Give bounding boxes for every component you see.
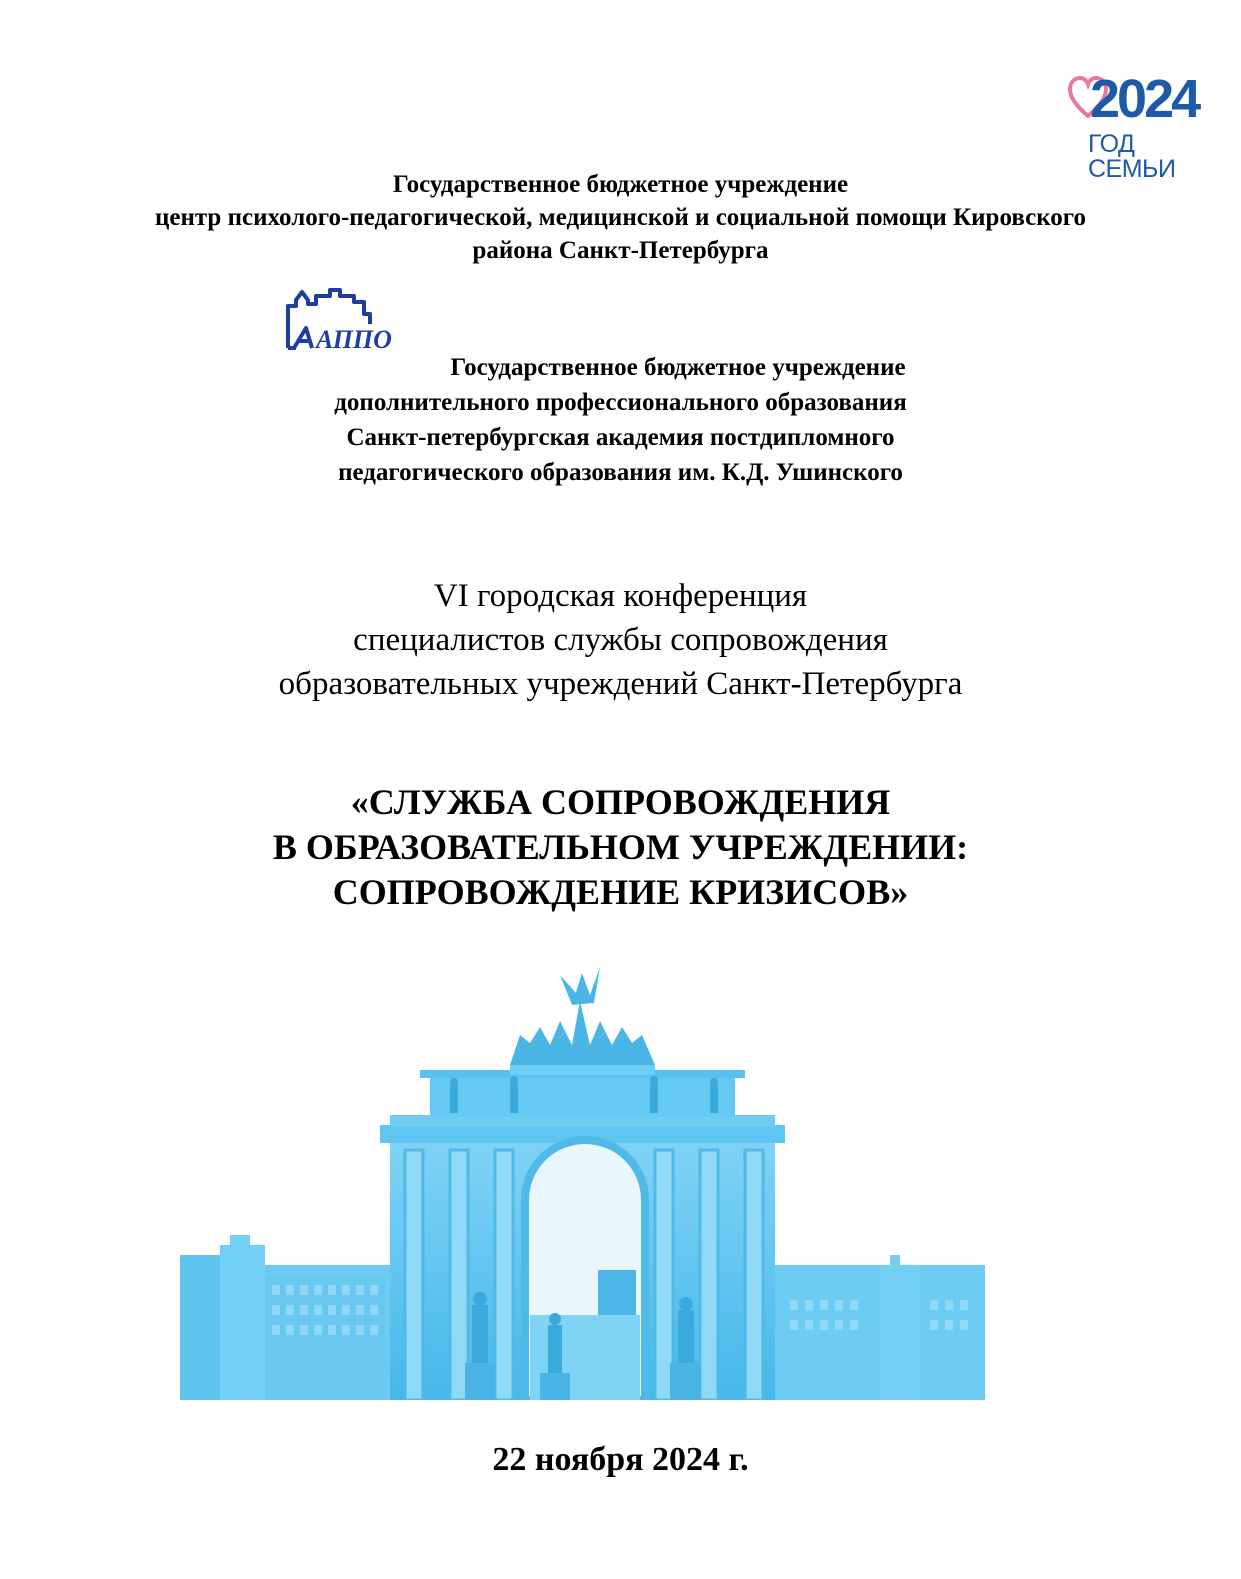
appo-building-icon [284,278,404,358]
organization-secondary-line: Санкт-петербургская академия постдипломного [346,424,895,451]
conference-description [0,574,1241,706]
organization-primary-line: района Санкт-Петербурга [472,237,769,264]
organization-primary-line: Государственное бюджетное учреждение [392,171,849,198]
organization-secondary [0,350,1241,490]
appo-logo-text: АППО [316,325,392,354]
organization-secondary-line: Государственное бюджетное учреждение [450,354,906,381]
conference-line: VI городская конференция [433,578,808,614]
title-line: В ОБРАЗОВАТЕЛЬНОМ УЧРЕЖДЕНИИ: [272,827,969,867]
year-of-family-logo [1068,69,1208,183]
conference-date: 22 ноября 2024 г. [492,1441,749,1478]
organization-secondary-line: педагогического образования им. К.Д. Ушинского [338,459,903,486]
conference-title [0,780,1241,915]
narva-arch-illustration [180,965,985,1400]
appo-logo [284,278,404,358]
year-number: 2024 [1090,69,1199,129]
triumphal-arch-icon [180,965,985,1400]
organization-primary [0,168,1241,267]
title-line: СОПРОВОЖДЕНИЕ КРИЗИСОВ» [332,872,909,912]
conference-line: образовательных учреждений Санкт-Петербурга [278,666,963,702]
conference-line: специалистов службы сопровождения [353,622,888,658]
organization-primary-line: центр психолого-педагогической, медицинской и социальной помощи Кировского [154,204,1087,231]
year-caption: ГОД СЕМЬИ [1088,130,1176,183]
title-line: «СЛУЖБА СОПРОВОЖДЕНИЯ [350,782,891,822]
organization-secondary-line: дополнительного профессионального образования [334,389,907,416]
